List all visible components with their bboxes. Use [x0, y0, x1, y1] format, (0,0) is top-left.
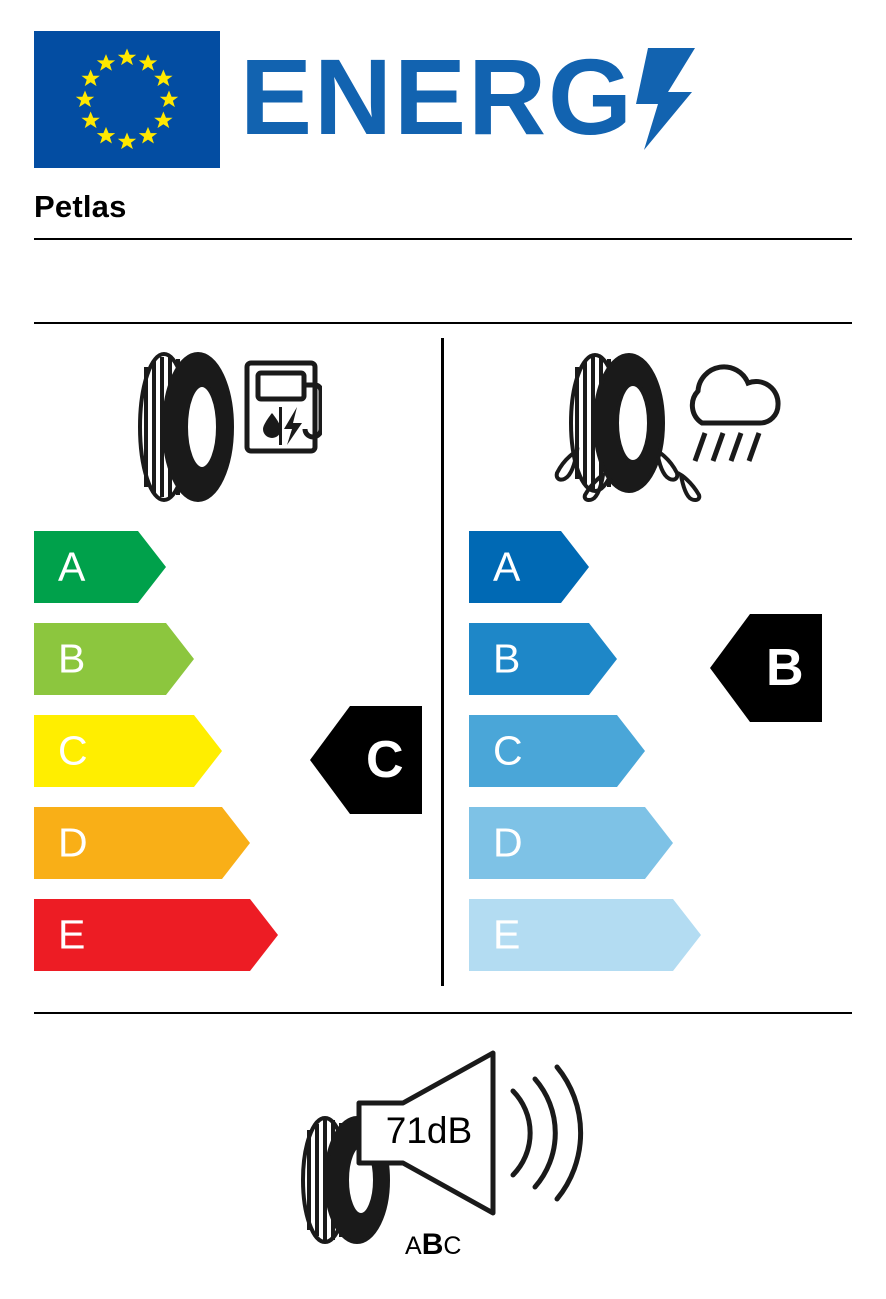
noise-class-b: B — [421, 1228, 444, 1261]
fuel-grade-b-letter: B — [58, 635, 86, 682]
energ-wordmark — [240, 42, 710, 154]
svg-text:ENERG: ENERG — [240, 42, 635, 154]
fuel-grade-c-letter: C — [58, 727, 88, 774]
eu-flag-icon — [34, 31, 220, 168]
fuel-pump-tyre-icon — [122, 345, 322, 510]
wet-grade-c-letter: C — [493, 727, 523, 774]
wet-grade-e-letter: E — [493, 911, 521, 958]
wet-grade-a-letter: A — [493, 543, 521, 590]
fuel-grade-d-letter: D — [58, 819, 88, 866]
noise-class-scale — [405, 1228, 461, 1262]
divider-vertical — [441, 338, 444, 986]
fuel-selected-letter: C — [366, 731, 404, 789]
fuel-grade-e-letter: E — [58, 911, 86, 958]
noise-class-a: A — [405, 1232, 422, 1260]
fuel-selected-badge — [310, 706, 422, 814]
divider-above-noise — [34, 1012, 852, 1014]
noise-class-c: C — [443, 1232, 462, 1260]
rain-cloud-tyre-icon — [527, 345, 792, 510]
noise-value: 71dB — [385, 1110, 473, 1151]
wet-grade-b-letter: B — [493, 635, 521, 682]
brand-name: Petlas — [34, 189, 127, 224]
fuel-grade-a-letter: A — [58, 543, 86, 590]
divider-under-brand — [34, 238, 852, 240]
wet-grade-d-letter: D — [493, 819, 523, 866]
wet-selected-badge — [710, 614, 822, 722]
divider-top-grid — [34, 322, 852, 324]
wet-selected-letter: B — [766, 639, 804, 697]
